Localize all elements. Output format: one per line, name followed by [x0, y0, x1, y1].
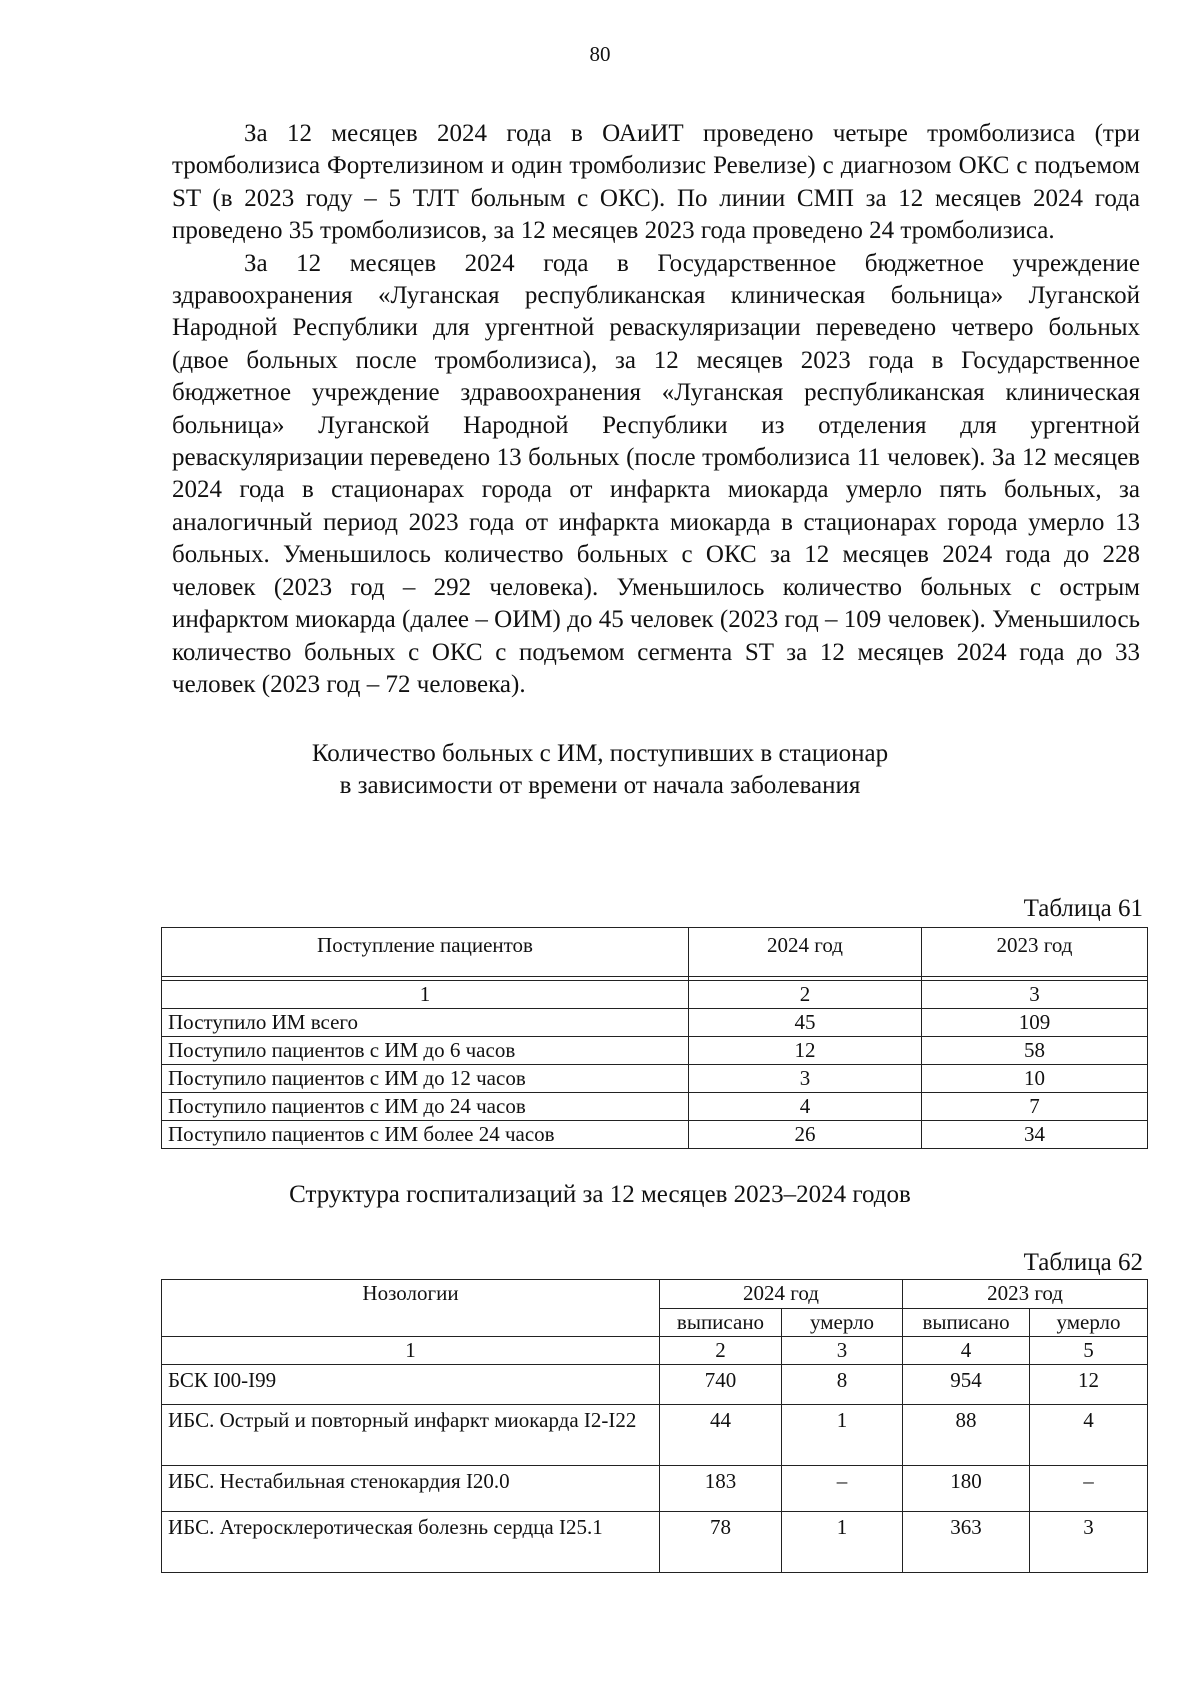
table-row: [162, 1512, 1148, 1573]
table-row: [162, 1093, 1148, 1121]
table61-caption-line2: в зависимости от времени от начала заболевания: [339, 772, 861, 799]
table-row: [162, 1405, 1148, 1466]
table-62: [161, 1279, 1148, 1573]
table61-row-label: Поступило пациентов с ИМ до 12 часов: [162, 1065, 689, 1093]
paragraph-thrombolysis: За 12 месяцев 2024 года в ОАиИТ проведено четыре тромболизиса (три тромболизиса Фортелизином и один тромболизис Ревелизе) с диагнозом ОКС с подъемом ST (в 2023 году – 5 ТЛТ больным с ОКС). По линии СМП за 12 месяцев 2024 года проведено 35 тромболизисов, за 12 месяцев 2023 года проведено 24 тромболизиса.: [172, 120, 1140, 245]
table-row: [162, 1365, 1148, 1405]
table-61: [161, 927, 1148, 1149]
table-row: [162, 1009, 1148, 1037]
table62-header-2024: 2024 год: [660, 1280, 903, 1309]
table62-header-nosology: Нозологии: [162, 1280, 660, 1337]
table62-died-2023: 12: [1030, 1365, 1148, 1405]
table62-discharged-2024: 44: [660, 1405, 782, 1466]
table62-died-2023: –: [1030, 1466, 1148, 1512]
table61-value-2023: 7: [922, 1093, 1148, 1121]
table62-row-label: ИБС. Нестабильная стенокардия I20.0: [162, 1466, 660, 1512]
table61-caption-line1: Количество больных с ИМ, поступивших в стационар: [311, 740, 889, 767]
table62-died-2023: 3: [1030, 1512, 1148, 1573]
table61-header-admission: Поступление пациентов: [162, 928, 689, 977]
table61-row-label: Поступило пациентов с ИМ более 24 часов: [162, 1121, 689, 1149]
table-row: [162, 1037, 1148, 1065]
table62-died-2024: 8: [782, 1365, 903, 1405]
table62-died-2023: 4: [1030, 1405, 1148, 1466]
table61-value-2024: 45: [689, 1009, 922, 1037]
table62-col-number: 2: [660, 1337, 782, 1365]
table62-discharged-2024: 740: [660, 1365, 782, 1405]
table62-number-row: [162, 1337, 1148, 1365]
table62-col-number: 1: [162, 1337, 660, 1365]
table62-col-number: 3: [782, 1337, 903, 1365]
table62-row-label: ИБС. Атеросклеротическая болезнь сердца I25.1: [162, 1512, 660, 1573]
table61-label: Таблица 61: [1023, 895, 1143, 922]
table62-header-row: [162, 1280, 1148, 1309]
table61-value-2024: 3: [689, 1065, 922, 1093]
table61-number-row: [162, 981, 1148, 1009]
table62-sub-died-2024: умерло: [782, 1308, 903, 1337]
table62-sub-discharged-2023: выписано: [903, 1308, 1030, 1337]
table62-header-2023: 2023 год: [903, 1280, 1148, 1309]
table62-row-label: ИБС. Острый и повторный инфаркт миокарда I2-I22: [162, 1405, 660, 1466]
table61-row-label: Поступило пациентов с ИМ до 6 часов: [162, 1037, 689, 1065]
table62-discharged-2023: 180: [903, 1466, 1030, 1512]
table62-discharged-2023: 363: [903, 1512, 1030, 1573]
table-row: [162, 1466, 1148, 1512]
table61-row-label: Поступило пациентов с ИМ до 24 часов: [162, 1093, 689, 1121]
table61-value-2024: 26: [689, 1121, 922, 1149]
table61-col-number: 1: [162, 981, 689, 1009]
table61-col-number: 2: [689, 981, 922, 1009]
table61-value-2023: 109: [922, 1009, 1148, 1037]
table61-header-2023: 2023 год: [922, 928, 1148, 977]
table61-col-number: 3: [922, 981, 1148, 1009]
table61-header-row: [162, 928, 1148, 977]
paragraph-revascularization: За 12 месяцев 2024 года в Государственное бюджетное учреждение здравоохранения «Луганская республиканская клиническая больница» Луганской Народной Республики для ургентной реваскуляризации переведено четверо больных (двое больных после тромболизиса), за 12 месяцев 2023 года в Государственное бюджетное учреждение здравоохранения «Луганская республиканская клиническая больница» Луганской Народной Республики из отделения для ургентной реваскуляризации переведено 13 больных (после тромболизиса 11 человек). За 12 месяцев 2024 года в стационарах города от инфаркта миокарда умерло пять больных, за аналогичный период 2023 года от инфаркта миокарда в стационарах города умерло 13 больных. Уменьшилось количество больных с ОКС за 12 месяцев 2024 года до 228 человек (2023 год – 292 человека). Уменьшилось количество больных с острым инфарктом миокарда (далее – ОИМ) до 45 человек (2023 год – 109 человек). Уменьшилось количество больных с ОКС с подъемом сегмента ST за 12 месяцев 2024 года до 33 человек (2023 год – 72 человека).: [172, 249, 1140, 698]
table61-value-2023: 34: [922, 1121, 1148, 1149]
table61-value-2024: 4: [689, 1093, 922, 1121]
table62-sub-died-2023: умерло: [1030, 1308, 1148, 1337]
table61-value-2023: 10: [922, 1065, 1148, 1093]
table61-value-2024: 12: [689, 1037, 922, 1065]
table62-col-number: 5: [1030, 1337, 1148, 1365]
table62-discharged-2024: 78: [660, 1512, 782, 1573]
table62-died-2024: 1: [782, 1405, 903, 1466]
table62-sub-discharged-2024: выписано: [660, 1308, 782, 1337]
table61-row-label: Поступило ИМ всего: [162, 1009, 689, 1037]
table62-col-number: 4: [903, 1337, 1030, 1365]
table-row: [162, 1121, 1148, 1149]
table62-discharged-2023: 954: [903, 1365, 1030, 1405]
body-text: [172, 118, 1140, 701]
table61-value-2023: 58: [922, 1037, 1148, 1065]
table-row: [162, 1065, 1148, 1093]
table62-row-label: БСК I00-I99: [162, 1365, 660, 1405]
page-number: 80: [589, 42, 611, 66]
table62-discharged-2023: 88: [903, 1405, 1030, 1466]
table62-label: Таблица 62: [1023, 1249, 1143, 1276]
table62-died-2024: 1: [782, 1512, 903, 1573]
table62-caption: Структура госпитализаций за 12 месяцев 2023–2024 годов: [289, 1181, 911, 1208]
table61-header-2024: 2024 год: [689, 928, 922, 977]
table61-caption: [0, 738, 1200, 802]
table62-died-2024: –: [782, 1466, 903, 1512]
table62-discharged-2024: 183: [660, 1466, 782, 1512]
